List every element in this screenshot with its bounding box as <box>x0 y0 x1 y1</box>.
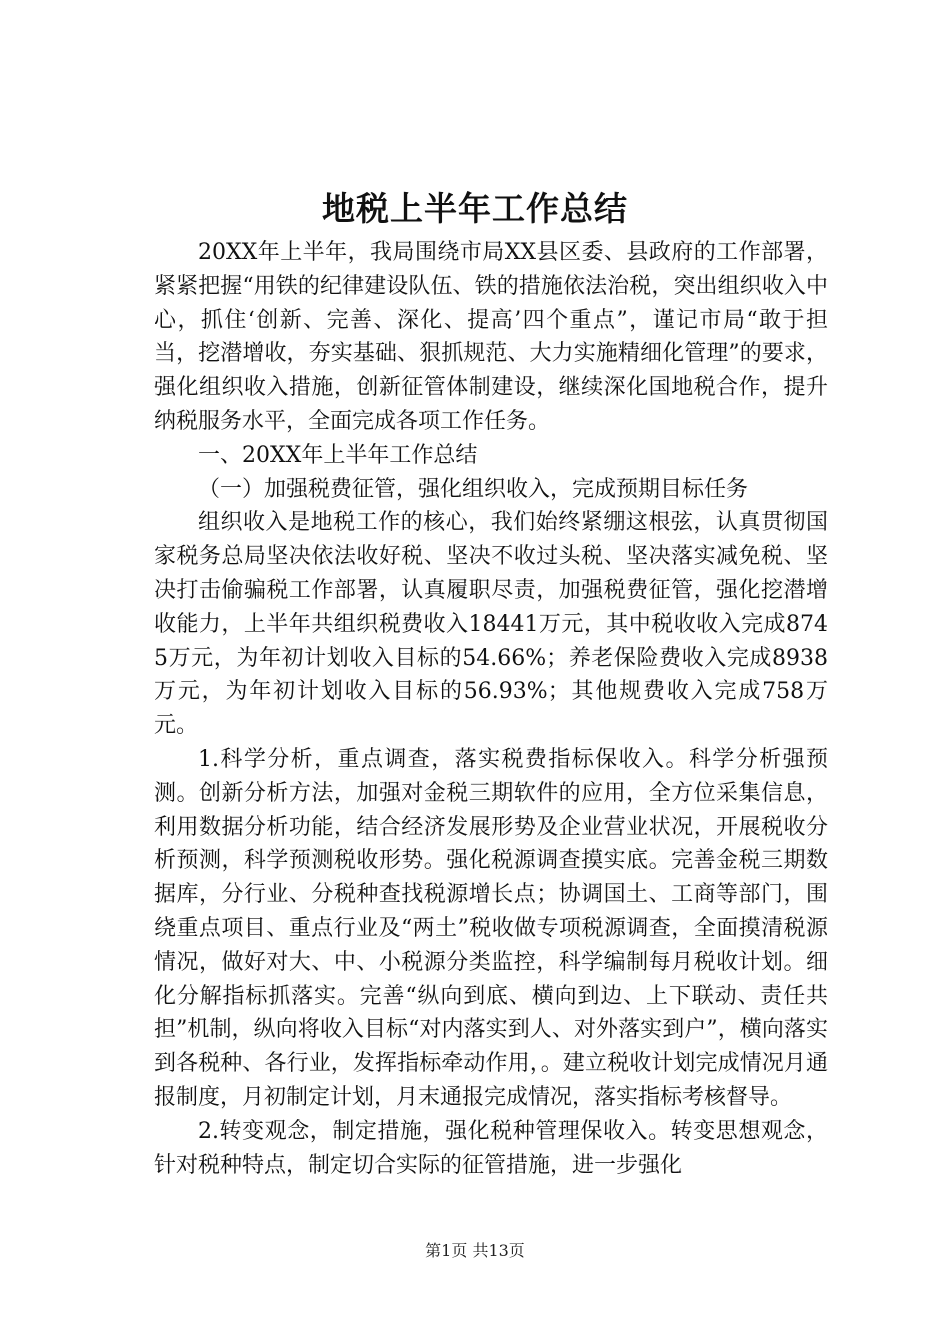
document-title: 地税上半年工作总结 <box>322 189 628 228</box>
paragraph-revenue: 组织收入是地税工作的核心，我们始终紧绷这根弦，认真贯彻国家税务总局坚决依法收好税、坚决不收过头税、坚决落实减免税、坚决打击偷骗税工作部署，认真履职尽责，加强税费征管，强化挖潜增收能力，上半年共组织税费收入18441万元，其中税收收入完成8745万元，为年初计划收入目标的54.66%；养老保险费收入完成8938万元，为年初计划收入目标的56.93%；其他规费收入完成758万元。 <box>154 510 828 739</box>
subsection-heading: （一）加强税费征管，强化组织收入，完成预期目标任务 <box>198 476 749 502</box>
paragraph-intro: 20XX年上半年，我局围绕市局XX县区委、县政府的工作部署，紧紧把握“用铁的纪律建设队伍、铁的措施依法治税，突出组织收入中心，抓住‘创新、完善、深化、提高’四个重点”，谨记市局“敢于担当，挖潜增收，夯实基础、狠抓规范、大力实施精细化管理”的要求，强化组织收入措施，创新征管体制建设，继续深化国地税合作，提升纳税服务水平，全面完成各项工作任务。 <box>154 240 828 434</box>
paragraph-item-1: 1.科学分析，重点调查，落实税费指标保收入。科学分析强预测。创新分析方法，加强对金税三期软件的应用，全方位采集信息，利用数据分析功能，结合经济发展形势及企业营业状况，开展税收分析预测，科学预测税收形势。强化税源调查摸实底。完善金税三期数据库，分行业、分税种查找税源增长点；协调国土、工商等部门，围绕重点项目、重点行业及“两土”税收做专项税源调查，全面摸清税源情况，做好对大、中、小税源分类监控，科学编制每月税收计划。细化分解指标抓落实。完善“纵向到底、横向到边、上下联动、责任共担”机制，纵向将收入目标“对内落实到人、对外落实到户”，横向落实到各税种、各行业，发挥指标牵动作用，。建立税收计划完成情况月通报制度，月初制定计划，月末通报完成情况，落实指标考核督导。 <box>154 746 828 1110</box>
document-body <box>154 236 828 1182</box>
section-heading: 一、20XX年上半年工作总结 <box>198 442 478 468</box>
paragraph-item-2: 2.转变观念，制定措施，强化税种管理保收入。转变思想观念，针对税种特点，制定切合实际的征管措施，进一步强化 <box>154 1118 828 1178</box>
page-number-footer: 第1页 共13页 <box>425 1241 525 1260</box>
